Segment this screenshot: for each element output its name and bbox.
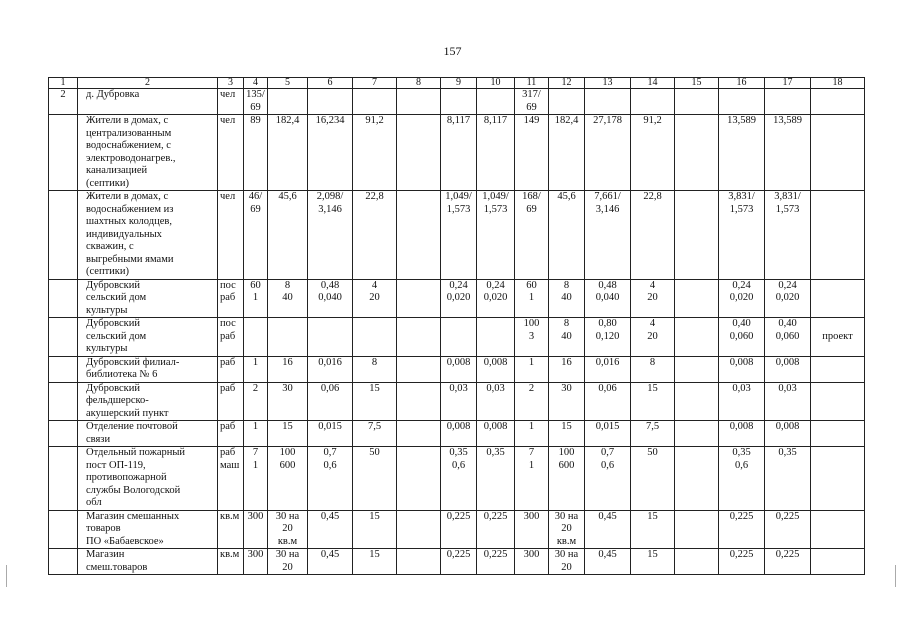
- table-cell: [397, 549, 441, 575]
- table-cell: 0,008: [719, 356, 765, 382]
- table-row: [49, 191, 865, 280]
- column-number: 14: [631, 78, 675, 89]
- table-cell: 0,48 0,040: [585, 279, 631, 318]
- table-cell: 135/ 69: [244, 89, 268, 115]
- row-name-cell: Отдельный пожарный пост ОП-119, противопожарной службы Вологодской обл: [78, 447, 218, 511]
- table-cell: 13,589: [719, 115, 765, 191]
- header-row: [49, 78, 865, 89]
- table-cell: 0,008: [719, 421, 765, 447]
- table-cell: 16: [268, 356, 308, 382]
- table-cell: 0,225: [719, 549, 765, 575]
- right-edge-mark: [895, 565, 896, 587]
- table-cell: 7,5: [353, 421, 397, 447]
- table-cell: [811, 382, 865, 421]
- table-cell: [49, 549, 78, 575]
- table-cell: 149: [515, 115, 549, 191]
- table-cell: [49, 279, 78, 318]
- table-cell: [811, 356, 865, 382]
- table-cell: 182,4: [549, 115, 585, 191]
- table-cell: 2: [515, 382, 549, 421]
- table-cell: 8,117: [477, 115, 515, 191]
- table-cell: 8,117: [441, 115, 477, 191]
- table-cell: [675, 356, 719, 382]
- column-number: 16: [719, 78, 765, 89]
- table-cell: 13,589: [765, 115, 811, 191]
- table-cell: 46/ 69: [244, 191, 268, 280]
- table-cell: 45,6: [549, 191, 585, 280]
- column-number: 11: [515, 78, 549, 89]
- table-cell: [397, 510, 441, 549]
- table-cell: [441, 318, 477, 357]
- table-cell: 16: [549, 356, 585, 382]
- table-cell: [397, 279, 441, 318]
- table-cell: 1,049/ 1,573: [441, 191, 477, 280]
- column-number: 7: [353, 78, 397, 89]
- row-name-cell: Дубровский филиал- библиотека № 6: [78, 356, 218, 382]
- table-cell: [675, 549, 719, 575]
- table-cell: 27,178: [585, 115, 631, 191]
- table-cell: [49, 115, 78, 191]
- table-row: [49, 421, 865, 447]
- left-edge-mark: [6, 565, 7, 587]
- table-cell: [308, 318, 353, 357]
- table-cell: [49, 421, 78, 447]
- table-cell: 300: [515, 510, 549, 549]
- table-cell: [675, 318, 719, 357]
- table-cell: 16,234: [308, 115, 353, 191]
- table-cell: [675, 382, 719, 421]
- table-cell: 0,7 0,6: [308, 447, 353, 511]
- table-cell: [49, 191, 78, 280]
- table-cell: [49, 510, 78, 549]
- table-cell: 30: [268, 382, 308, 421]
- table-cell: 0,008: [477, 356, 515, 382]
- table-cell: 30 на 20: [549, 549, 585, 575]
- column-number: 8: [397, 78, 441, 89]
- table-cell: 30: [549, 382, 585, 421]
- table-cell: [811, 549, 865, 575]
- table-cell: [397, 318, 441, 357]
- table-cell: 45,6: [268, 191, 308, 280]
- table-cell: 8 40: [268, 279, 308, 318]
- table-cell: 0,24 0,020: [441, 279, 477, 318]
- table-cell: 0,45: [585, 549, 631, 575]
- table-cell: 0,35 0,6: [441, 447, 477, 511]
- table-cell: 30 на 20: [268, 549, 308, 575]
- table-cell: [353, 318, 397, 357]
- table-cell: 0,7 0,6: [585, 447, 631, 511]
- table-cell: [397, 191, 441, 280]
- table-cell: 7 1: [244, 447, 268, 511]
- table-cell: 30 на 20 кв.м: [268, 510, 308, 549]
- table-cell: 0,015: [308, 421, 353, 447]
- table-row: [49, 447, 865, 511]
- table-cell: [477, 318, 515, 357]
- table-row: [49, 549, 865, 575]
- table-cell: 0,45: [308, 549, 353, 575]
- table-cell: 15: [268, 421, 308, 447]
- table-cell: [675, 279, 719, 318]
- table-cell: 15: [549, 421, 585, 447]
- table-cell: 7,5: [631, 421, 675, 447]
- table-cell: 4 20: [353, 279, 397, 318]
- table-cell: [765, 89, 811, 115]
- row-name-cell: Дубровский фельдшерско- акушерский пункт: [78, 382, 218, 421]
- column-number: 12: [549, 78, 585, 89]
- table-cell: кв.м: [218, 510, 244, 549]
- table-cell: 0,03: [719, 382, 765, 421]
- table-cell: 100 600: [268, 447, 308, 511]
- table-cell: 1: [515, 356, 549, 382]
- table-cell: 0,008: [441, 356, 477, 382]
- row-name-cell: Магазин смеш.товаров: [78, 549, 218, 575]
- table-cell: 0,008: [765, 356, 811, 382]
- table-cell: чел: [218, 191, 244, 280]
- table-cell: 8: [353, 356, 397, 382]
- table-cell: 0,03: [441, 382, 477, 421]
- table-cell: 0,45: [308, 510, 353, 549]
- table-cell: [675, 191, 719, 280]
- table-cell: 0,225: [477, 549, 515, 575]
- table-cell: [268, 318, 308, 357]
- table-cell: 100 3: [515, 318, 549, 357]
- table-cell: 0,80 0,120: [585, 318, 631, 357]
- table-cell: 168/ 69: [515, 191, 549, 280]
- table-cell: 89: [244, 115, 268, 191]
- table-cell: 3,831/ 1,573: [719, 191, 765, 280]
- table-cell: 2: [49, 89, 78, 115]
- table-row: [49, 382, 865, 421]
- column-number: 13: [585, 78, 631, 89]
- table-cell: 0,225: [719, 510, 765, 549]
- table-cell: раб: [218, 421, 244, 447]
- table-cell: 0,35: [765, 447, 811, 511]
- table-cell: 0,008: [441, 421, 477, 447]
- table-cell: [477, 89, 515, 115]
- column-number: 6: [308, 78, 353, 89]
- table-cell: 30 на 20 кв.м: [549, 510, 585, 549]
- table-cell: проект: [811, 318, 865, 357]
- table-cell: [397, 382, 441, 421]
- column-number: 1: [49, 78, 78, 89]
- table-cell: чел: [218, 115, 244, 191]
- table-cell: [397, 421, 441, 447]
- table-cell: [675, 115, 719, 191]
- table-cell: [675, 510, 719, 549]
- table-cell: 0,24 0,020: [765, 279, 811, 318]
- table-cell: 60 1: [244, 279, 268, 318]
- table-cell: [811, 191, 865, 280]
- table-cell: 15: [353, 510, 397, 549]
- table-cell: 3,831/ 1,573: [765, 191, 811, 280]
- row-name-cell: Магазин смешанных товаров ПО «Бабаевское»: [78, 510, 218, 549]
- column-number: 18: [811, 78, 865, 89]
- table-cell: 0,24 0,020: [719, 279, 765, 318]
- column-number: 2: [78, 78, 218, 89]
- table-row: [49, 318, 865, 357]
- table-cell: 1: [244, 421, 268, 447]
- table-cell: пос раб: [218, 279, 244, 318]
- table-cell: 0,016: [308, 356, 353, 382]
- table-cell: 91,2: [631, 115, 675, 191]
- table-cell: 4 20: [631, 279, 675, 318]
- table-cell: кв.м: [218, 549, 244, 575]
- table-cell: 4 20: [631, 318, 675, 357]
- table-cell: [308, 89, 353, 115]
- table-cell: [49, 318, 78, 357]
- table-cell: 8 40: [549, 279, 585, 318]
- table-cell: 0,03: [477, 382, 515, 421]
- row-name-cell: Отделение почтовой связи: [78, 421, 218, 447]
- table-cell: 0,06: [308, 382, 353, 421]
- table-cell: 0,225: [765, 510, 811, 549]
- table-cell: 1: [515, 421, 549, 447]
- table-cell: 1,049/ 1,573: [477, 191, 515, 280]
- table-cell: [585, 89, 631, 115]
- table-cell: [675, 421, 719, 447]
- table-cell: [49, 447, 78, 511]
- table-row: [49, 510, 865, 549]
- table-cell: 0,06: [585, 382, 631, 421]
- table-cell: 15: [631, 382, 675, 421]
- table-cell: [675, 89, 719, 115]
- table-cell: 300: [244, 510, 268, 549]
- table-cell: 0,35: [477, 447, 515, 511]
- table-cell: 0,225: [765, 549, 811, 575]
- row-name-cell: Жители в домах, с централизованным водоснабжением, с электроводонагрев., канализацией (септики): [78, 115, 218, 191]
- table-cell: 0,225: [441, 549, 477, 575]
- table-cell: [397, 447, 441, 511]
- table-row: [49, 279, 865, 318]
- table-cell: раб: [218, 356, 244, 382]
- column-number: 17: [765, 78, 811, 89]
- column-number: 10: [477, 78, 515, 89]
- table-cell: [675, 447, 719, 511]
- column-number: 4: [244, 78, 268, 89]
- table-cell: [811, 510, 865, 549]
- table-cell: [631, 89, 675, 115]
- column-number: 3: [218, 78, 244, 89]
- table-cell: 0,016: [585, 356, 631, 382]
- table-row: [49, 115, 865, 191]
- table-cell: [811, 115, 865, 191]
- table-cell: раб: [218, 382, 244, 421]
- table-cell: [811, 89, 865, 115]
- table-cell: раб маш: [218, 447, 244, 511]
- table-cell: 91,2: [353, 115, 397, 191]
- table-cell: [49, 382, 78, 421]
- table-cell: [397, 115, 441, 191]
- table-cell: 22,8: [353, 191, 397, 280]
- table-cell: [441, 89, 477, 115]
- table-cell: [811, 447, 865, 511]
- table-cell: 0,35 0,6: [719, 447, 765, 511]
- table-cell: чел: [218, 89, 244, 115]
- table-cell: 300: [244, 549, 268, 575]
- table-cell: 22,8: [631, 191, 675, 280]
- table-cell: 0,40 0,060: [719, 318, 765, 357]
- column-number: 15: [675, 78, 719, 89]
- table-cell: [811, 421, 865, 447]
- table-cell: 0,008: [477, 421, 515, 447]
- table-cell: [719, 89, 765, 115]
- table-cell: 2: [244, 382, 268, 421]
- row-name-cell: д. Дубровка: [78, 89, 218, 115]
- column-number: 9: [441, 78, 477, 89]
- table-cell: 60 1: [515, 279, 549, 318]
- table-cell: пос раб: [218, 318, 244, 357]
- table-cell: [244, 318, 268, 357]
- row-name-cell: Дубровский сельский дом культуры: [78, 318, 218, 357]
- table-row: [49, 356, 865, 382]
- table-cell: 0,015: [585, 421, 631, 447]
- table-cell: 0,48 0,040: [308, 279, 353, 318]
- table-cell: 15: [631, 549, 675, 575]
- table-cell: [549, 89, 585, 115]
- table-cell: 100 600: [549, 447, 585, 511]
- table-cell: 0,225: [441, 510, 477, 549]
- table-cell: [811, 279, 865, 318]
- table-cell: 0,008: [765, 421, 811, 447]
- table-cell: 15: [353, 549, 397, 575]
- table-cell: 0,45: [585, 510, 631, 549]
- table-cell: 1: [244, 356, 268, 382]
- table-cell: 0,40 0,060: [765, 318, 811, 357]
- table-cell: 8 40: [549, 318, 585, 357]
- table-row: [49, 89, 865, 115]
- table-cell: 7,661/ 3,146: [585, 191, 631, 280]
- table-cell: 15: [631, 510, 675, 549]
- table-cell: 8: [631, 356, 675, 382]
- table-cell: 50: [631, 447, 675, 511]
- table-cell: 50: [353, 447, 397, 511]
- table-cell: 15: [353, 382, 397, 421]
- data-table: [48, 77, 865, 575]
- column-number: 5: [268, 78, 308, 89]
- table-cell: [268, 89, 308, 115]
- table-cell: 0,225: [477, 510, 515, 549]
- table-cell: 300: [515, 549, 549, 575]
- page-number: 157: [443, 44, 462, 58]
- table-cell: [397, 89, 441, 115]
- row-name-cell: Дубровский сельский дом культуры: [78, 279, 218, 318]
- row-name-cell: Жители в домах, с водоснабжением из шахтных колодцев, индивидуальных скважин, с выгребными ямами (септики): [78, 191, 218, 280]
- table-cell: 7 1: [515, 447, 549, 511]
- table-cell: [49, 356, 78, 382]
- table-cell: 2,098/ 3,146: [308, 191, 353, 280]
- table-cell: 0,03: [765, 382, 811, 421]
- table-cell: [353, 89, 397, 115]
- table-cell: 182,4: [268, 115, 308, 191]
- table-cell: 0,24 0,020: [477, 279, 515, 318]
- table-cell: [397, 356, 441, 382]
- table-cell: 317/ 69: [515, 89, 549, 115]
